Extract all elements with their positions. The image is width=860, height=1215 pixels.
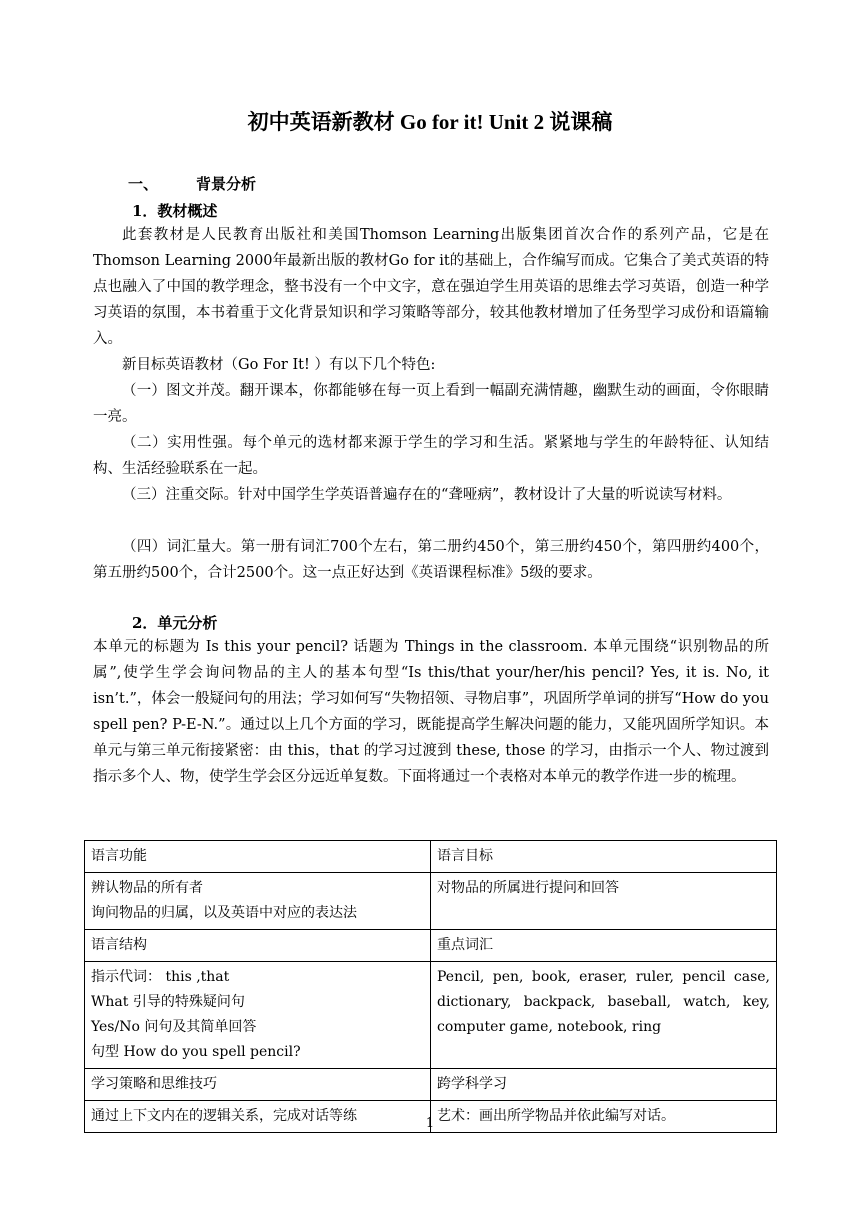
table-row <box>85 962 777 1069</box>
cell-line: 句型 How do you spell pencil? <box>91 1044 301 1060</box>
table-header-cell: 跨学科学习 <box>431 1069 777 1101</box>
table-header-cell: 语言功能 <box>85 841 431 873</box>
page-title: 初中英语新教材 Go for it! Unit 2 说课稿 <box>247 110 613 134</box>
table-cell: Pencil, pen, book, eraser, ruler, pencil case, dictionary, backpack, baseball, watch, key, computer game, notebook, ring <box>431 962 777 1069</box>
table-row <box>85 841 777 873</box>
unit-summary-table <box>84 840 777 1133</box>
cell-line: Yes/No 问句及其简单回答 <box>91 1019 257 1035</box>
paragraph-feature-3: （三）注重交际。针对中国学生学英语普遍存在的“聋哑病”，教材设计了大量的听说读写材料。 <box>122 487 732 503</box>
table-header-cell: 语言目标 <box>431 841 777 873</box>
table-cell <box>85 873 431 930</box>
section-label: 背景分析 <box>196 175 257 193</box>
table-header-cell: 重点词汇 <box>431 930 777 962</box>
table-header-cell: 语言结构 <box>85 930 431 962</box>
subheading-unit-analysis: 2．单元分析 <box>132 614 218 632</box>
cell-line: 辨认物品的所有者 <box>91 880 203 896</box>
paragraph-feature-2: （二）实用性强。每个单元的选材都来源于学生的学习和生活。紧紧地与学生的年龄特征、认知结构、生活经验联系在一起。 <box>93 435 769 477</box>
paragraph-features-intro: 新目标英语教材（Go For It! ）有以下几个特色: <box>122 357 436 373</box>
table-row <box>85 873 777 930</box>
table-cell: 艺术：画出所学物品并依此编写对话。 <box>431 1101 777 1133</box>
paragraph-feature-1: （一）图文并茂。翻开课本，你都能够在每一页上看到一幅副充满情趣，幽默生动的画面，令你眼睛一亮。 <box>93 383 769 425</box>
table-row <box>85 1069 777 1101</box>
section-number: 一、 <box>128 175 159 193</box>
table-cell: 通过上下文内在的逻辑关系，完成对话等练 <box>85 1101 431 1133</box>
section-heading <box>128 173 256 194</box>
table-cell: 对物品的所属进行提问和回答 <box>431 873 777 930</box>
paragraph-feature-4: （四）词汇量大。第一册有词汇700个左右，第二册约450个，第三册约450个，第四册约400个， 第五册约500个，合计2500个。这一点正好达到《英语课程标准》5级的要求。 <box>93 539 769 581</box>
page-number: 1 <box>425 1116 435 1131</box>
cell-line: What 引导的特殊疑问句 <box>91 994 245 1010</box>
cell-line: 指示代词： this ,that <box>91 969 230 985</box>
paragraph-overview: 此套教材是人民教育出版社和美国Thomson Learning出版集团首次合作的系列产品，它是在Thomson Learning 2000年最新出版的教材Go for it的基础上，合作编写而成。它集合了美式英语的特点也融入了中国的教学理念，整书没有一个中文字，意在强迫学生用英语的思维去学习英语，创造一种学习英语的氛围，本书着重于文化背景知识和学习策略等部分，较其他教材增加了任务型学习成份和语篇输入。 <box>93 227 769 347</box>
paragraph-unit-analysis: 本单元的标题为 Is this your pencil? 话题为 Things in the classroom. 本单元围绕“识别物品的所属”,使学生学会询问物品的主人的基本句型“Is this/that your/her/his pencil? Yes, it is. No, it isn’t.”，体会一般疑问句的用法；学习如何写“失物招领、寻物启事”，巩固所学单词的拼写“How do you spell pen? P-E-N.”。通过以上几个方面的学习，既能提高学生解决问题的能力，又能巩固所学知识。本单元与第三单元衔接紧密：由 this，that 的学习过渡到 these, those 的学习，由指示一个人、物过渡到指示多个人、物，使学生学会区分远近单复数。下面将通过一个表格对本单元的教学作进一步的梳理。 <box>93 639 769 785</box>
table-header-cell: 学习策略和思维技巧 <box>85 1069 431 1101</box>
table-row <box>85 930 777 962</box>
table-cell <box>85 962 431 1069</box>
cell-line: 询问物品的归属，以及英语中对应的表达法 <box>91 905 357 921</box>
subheading-textbook-overview: 1．教材概述 <box>132 202 218 220</box>
